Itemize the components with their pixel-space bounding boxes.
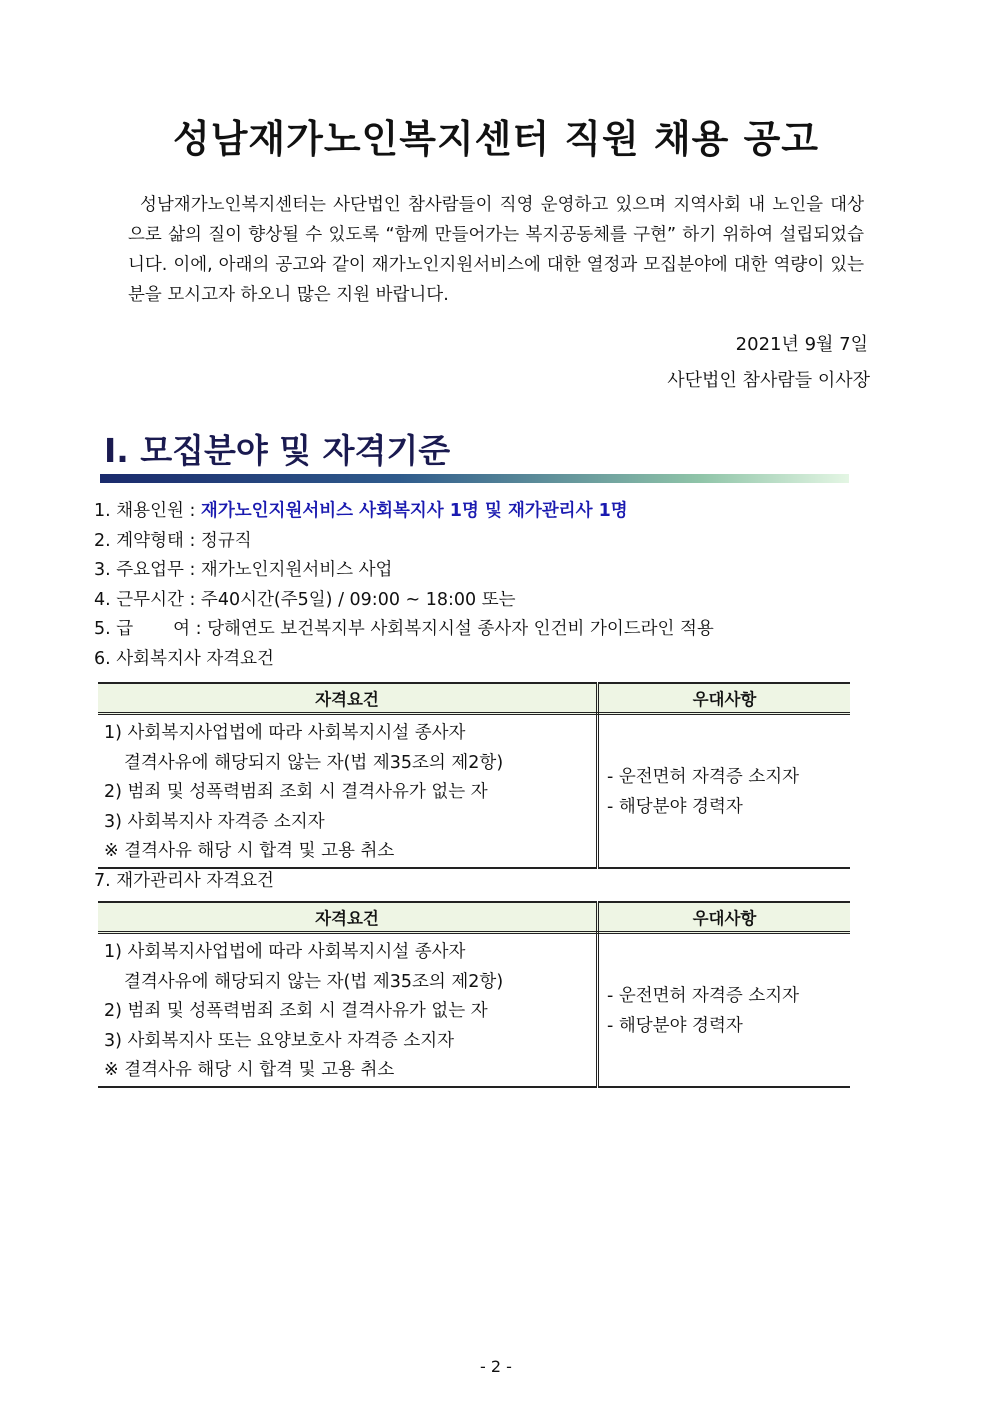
item-label-part-b: 여 : xyxy=(173,619,202,639)
preference-line: - 해당분야 경력자 xyxy=(607,1015,743,1036)
item-label: 2. 계약형태 : xyxy=(94,530,196,551)
requirement-line: 3) 사회복지사 자격증 소지자 xyxy=(104,811,325,832)
item-label: 1. 채용인원 : xyxy=(94,501,196,521)
requirement-line: 2) 범죄 및 성폭력범죄 조회 시 결격사유가 없는 자 xyxy=(104,1001,488,1021)
section-title: Ⅰ. 모집분야 및 자격기준 xyxy=(104,431,451,470)
preferences-cell xyxy=(598,933,851,1087)
page-number: - 2 - xyxy=(480,1357,512,1376)
item-value: 재가노인지원서비스 사회복지사 1명 및 재가관리사 1명 xyxy=(200,501,628,521)
requirement-line: 결격사유에 해당되지 않는 자(법 제35조의 제2항) xyxy=(124,971,504,992)
item-headcount xyxy=(94,497,874,527)
table-header-row xyxy=(98,902,850,933)
requirement-line: 1) 사회복지사업법에 따라 사회복지시설 종사자 xyxy=(104,942,466,962)
item-social-worker-requirements: 6. 사회복지사 자격요건 xyxy=(94,648,274,669)
requirement-note: ※ 결격사유 해당 시 합격 및 고용 취소 xyxy=(104,841,395,861)
requirement-line: 결격사유에 해당되지 않는 자(법 제35조의 제2항) xyxy=(124,752,504,773)
recruitment-items xyxy=(94,497,874,674)
item-value: 정규직 xyxy=(200,530,252,551)
item-care-manager-requirements: 7. 재가관리사 자격요건 xyxy=(94,871,274,891)
document-title: 성남재가노인복지센터 직원 채용 공고 xyxy=(172,117,820,161)
requirement-line: 1) 사회복지사업법에 따라 사회복지시설 종사자 xyxy=(104,723,466,743)
requirements-cell xyxy=(98,714,598,868)
table-header-row xyxy=(98,683,850,714)
header-requirements: 자격요건 xyxy=(98,683,598,714)
preferences-cell xyxy=(598,714,851,868)
table-row xyxy=(98,714,850,868)
item-main-duty xyxy=(94,556,874,586)
care-manager-requirements-table xyxy=(98,901,850,1088)
requirements-cell xyxy=(98,933,598,1087)
item-value: 재가노인지원서비스 사업 xyxy=(200,560,393,580)
preference-line: - 운전면허 자격증 소지자 xyxy=(607,767,800,788)
intro-paragraph: 성남재가노인복지센터는 사단법인 참사람들이 직영 운영하고 있으며 지역사회 내 노인을 대상으로 삶의 질이 향상될 수 있도록 “함께 만들어가는 복지공동체를 구현” 하기 위하여 설립되었습니다. 이에, 아래의 공고와 같이 재가노인지원서비스에 대한 열정과 모집분야에 대한 역량이 있는 분을 모시고자 하오니 많은 지원 바랍니다. xyxy=(128,195,864,305)
item-value: 주40시간(주5일) / 09:00 ~ 18:00 또는 xyxy=(200,589,516,610)
item-work-hours xyxy=(94,586,874,616)
item-salary xyxy=(94,615,874,645)
item-label-part-a: 5. 급 xyxy=(94,619,134,639)
item-label: 3. 주요업무 : xyxy=(94,560,196,580)
header-preferences: 우대사항 xyxy=(598,902,851,933)
preference-line: - 해당분야 경력자 xyxy=(607,796,743,817)
item-label: 4. 근무시간 : xyxy=(94,589,196,610)
item-value: 당해연도 보건복지부 사회복지시설 종사자 인건비 가이드라인 적용 xyxy=(207,619,714,639)
preference-line: - 운전면허 자격증 소지자 xyxy=(607,986,800,1007)
announcement-date: 2021년 9월 7일 xyxy=(735,334,868,355)
item-contract-type xyxy=(94,527,874,557)
section-underline-bar xyxy=(100,474,849,483)
requirement-line: 2) 범죄 및 성폭력범죄 조회 시 결격사유가 없는 자 xyxy=(104,782,488,802)
requirement-note: ※ 결격사유 해당 시 합격 및 고용 취소 xyxy=(104,1060,395,1080)
social-worker-requirements-table xyxy=(98,682,850,869)
signer: 사단법인 참사람들 이사장 xyxy=(667,370,870,391)
table-row xyxy=(98,933,850,1087)
header-preferences: 우대사항 xyxy=(598,683,851,714)
requirement-line: 3) 사회복지사 또는 요양보호사 자격증 소지자 xyxy=(104,1030,455,1051)
header-requirements: 자격요건 xyxy=(98,902,598,933)
